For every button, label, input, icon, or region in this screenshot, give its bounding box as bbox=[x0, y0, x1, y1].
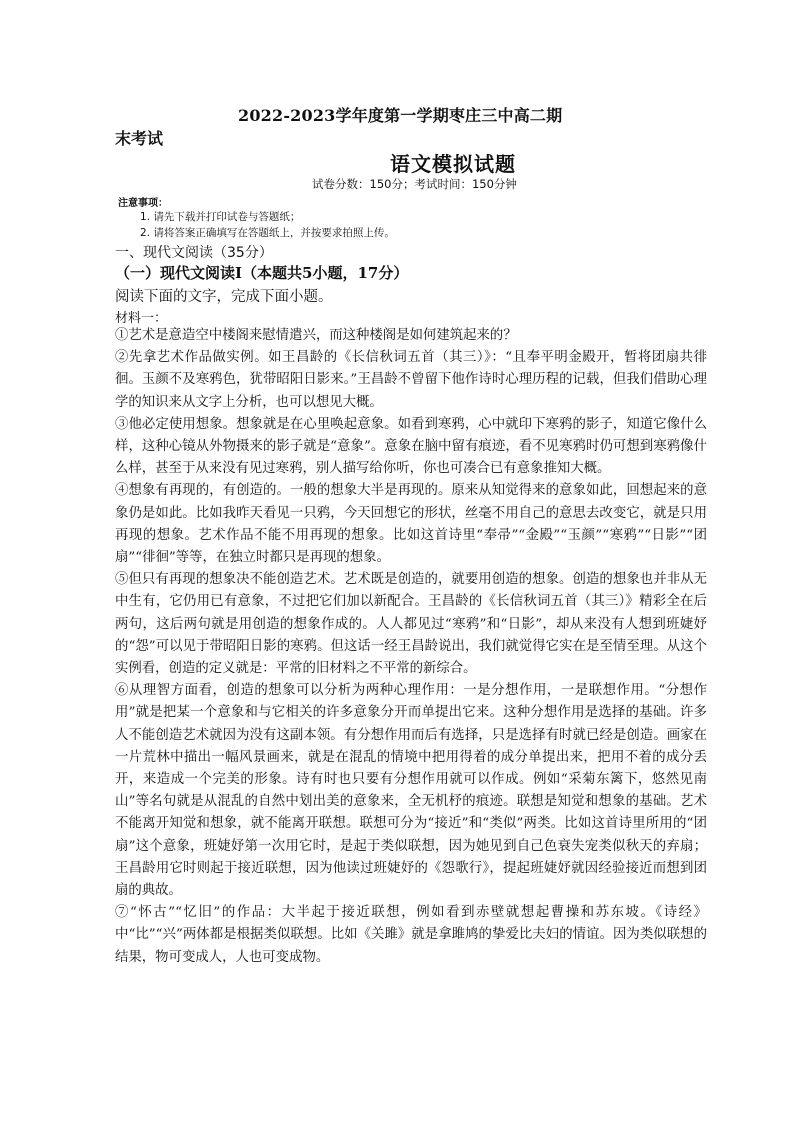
subsection-title: （一）现代文阅读Ⅰ（本题共5小题，17分） bbox=[115, 264, 409, 282]
material-label: 材料一： bbox=[115, 311, 168, 326]
subject-title: 语文模拟试题 bbox=[390, 152, 516, 176]
paragraph-7: ⑦“怀古”“忆旧”的作品：大半起于接近联想，例如看到赤壁就想起曹操和苏东坡。《诗经》中“比”“兴”两体都是根据类似联想。比如《关雎》就是拿雎鸠的挚爱比夫妇的情谊。因为类似联想的结果，物可变成人，人也可变成物。 bbox=[115, 905, 707, 965]
exam-title-line1: 2022-2023学年度第一学期枣庄三中高二期 bbox=[238, 106, 563, 125]
exam-info: 试卷分数：150分；考试时间：150分钟 bbox=[312, 177, 517, 191]
notes-heading: 注意事项： bbox=[118, 198, 168, 209]
exam-title-line2: 末考试 bbox=[115, 129, 164, 148]
paragraph-1: ①艺术是意造空中楼阁来慰情遣兴，而这种楼阁是如何建筑起来的？ bbox=[115, 328, 517, 343]
note-item-1: 1. 请先下载并打印试卷与答题纸； bbox=[140, 211, 301, 223]
note-item-2: 2. 请将答案正确填写在答题纸上，并按要求拍照上传。 bbox=[140, 227, 395, 239]
paragraph-2: ②先拿艺术作品做实例。如王昌龄的《长信秋词五首（其三）》：“且奉平明金殿开，暂将团扇共徘徊。玉颜不及寒鸦色，犹带昭阳日影来。”王昌龄不曾留下他作诗时心理历程的记载，但我们借助心理学的知识来从文字上分析，也可以想见大概。 bbox=[115, 350, 707, 410]
reading-instruction: 阅读下面的文字，完成下面小题。 bbox=[115, 289, 333, 305]
passage-body bbox=[115, 325, 707, 969]
paragraph-3: ③他必定使用想象。想象就是在心里唤起意象。如看到寒鸦，心中就印下寒鸦的影子，知道它像什么样，这种心镜从外物摄来的影子就是“意象”。意象在脑中留有痕迹，看不见寒鸦时仍可想到寒鸦像什么样，甚至于从来没有见过寒鸦，别人描写给你听，你也可凑合已有意象推知大概。 bbox=[115, 416, 707, 477]
paragraph-5: ⑤但只有再现的想象决不能创造艺术。艺术既是创造的，就要用创造的想象。创造的想象也并非从无中生有，它仍用已有意象，不过把它们加以新配合。王昌龄的《长信秋词五首（其三）》精彩全在后两句，这后两句就是用创造的想象作成的。人人都见过“寒鸦”和“日影”，却从来没有人想到班婕妤的“怨”可以见于带昭阳日影的寒鸦。但这话一经王昌龄说出，我们就觉得它实在是至情至理。从这个实例看，创造的定义就是：平常的旧材料之不平常的新综合。 bbox=[115, 572, 707, 677]
part-title: 一、现代文阅读（35分） bbox=[115, 245, 273, 261]
paragraph-6: ⑥从理智方面看，创造的想象可以分析为两种心理作用：一是分想作用，一是联想作用。“分想作用”就是把某一个意象和与它相关的许多意象分开而单提出它来。这种分想作用是选择的基础。许多人不能创造艺术就因为没有这副本领。有分想作用而后有选择，只是选择有时就已经是创造。画家在一片荒林中描出一幅风景画来，就是在混乱的情境中把用得着的成分单提出来，把用不着的成分丢开，来造成一个完美的形象。诗有时也只要有分想作用就可以作成。例如“采菊东篱下，悠然见南山”等名句就是从混乱的自然中划出美的意象来，全无机杼的痕迹。联想是知觉和想象的基础。艺术不能离开知觉和想象，就不能离开联想。联想可分为“接近”和“类似”两类。比如这首诗里所用的“团扇”这个意象，班婕妤第一次用它时，是起于类似联想，因为她见到自己色衰失宠类似秋天的弃扇；王昌龄用它时则起于接近联想，因为他读过班婕妤的《怨歌行》，提起班婕妤就因经验接近而想到团扇的典故。 bbox=[115, 683, 707, 899]
paragraph-4: ④想象有再现的，有创造的。一般的想象大半是再现的。原来从知觉得来的意象如此，回想起来的意象仍是如此。比如我昨天看见一只鸦，今天回想它的形状，丝毫不用自己的意思去改变它，就是只用再现的想象。艺术作品不能不用再现的想象。比如这首诗里“奉帚”“金殿”“玉颜”“寒鸦”“日影”“团扇”“徘徊”等等，在独立时都只是再现的想象。 bbox=[115, 483, 707, 566]
